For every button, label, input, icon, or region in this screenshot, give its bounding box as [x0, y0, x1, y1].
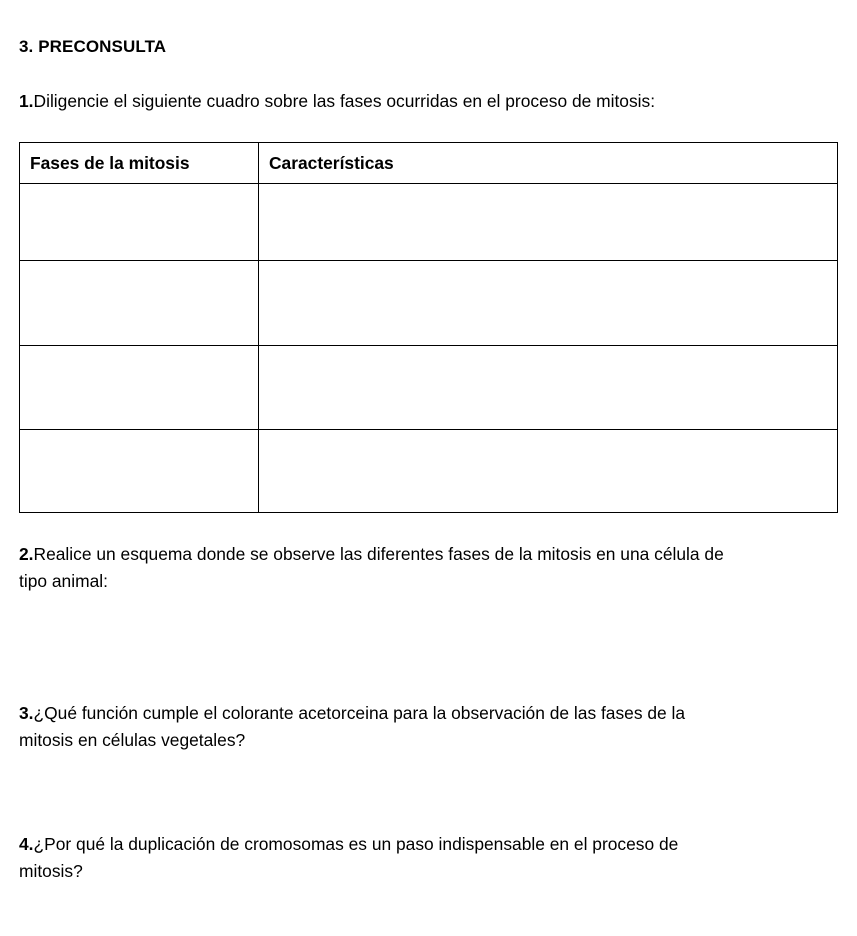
table-row	[20, 184, 838, 261]
question-text: Diligencie el siguiente cuadro sobre las fases ocurridas en el proceso de mitosis:	[33, 91, 656, 111]
question-text: ¿Por qué la duplicación de cromosomas es un paso indispensable en el proceso de	[33, 834, 679, 854]
section-title: 3. PRECONSULTA	[19, 37, 167, 56]
table-row	[20, 261, 838, 346]
table-cell-characteristics[interactable]	[259, 430, 838, 513]
mitosis-phases-table	[19, 142, 838, 513]
table-cell-characteristics[interactable]	[259, 184, 838, 261]
question-3	[19, 700, 685, 754]
table-cell-characteristics[interactable]	[259, 261, 838, 346]
table-cell-characteristics[interactable]	[259, 346, 838, 430]
question-text: mitosis?	[19, 861, 83, 881]
table-cell-phase[interactable]	[20, 184, 259, 261]
question-number: 1.	[19, 91, 34, 111]
table-row	[20, 430, 838, 513]
table-cell-phase[interactable]	[20, 430, 259, 513]
header-characteristics: Características	[259, 143, 838, 184]
question-text: tipo animal:	[19, 571, 108, 591]
table-row	[20, 346, 838, 430]
table-cell-phase[interactable]	[20, 346, 259, 430]
question-number: 2.	[19, 544, 34, 564]
table-cell-phase[interactable]	[20, 261, 259, 346]
table-header-row	[20, 143, 838, 184]
question-4	[19, 831, 678, 885]
question-text: Realice un esquema donde se observe las diferentes fases de la mitosis en una célula de	[33, 544, 724, 564]
question-number: 3.	[19, 703, 34, 723]
question-number: 4.	[19, 834, 34, 854]
question-text: mitosis en células vegetales?	[19, 730, 246, 750]
question-2	[19, 541, 724, 595]
header-phases: Fases de la mitosis	[20, 143, 259, 184]
question-1	[19, 88, 655, 115]
question-text: ¿Qué función cumple el colorante acetorceina para la observación de las fases de la	[33, 703, 686, 723]
